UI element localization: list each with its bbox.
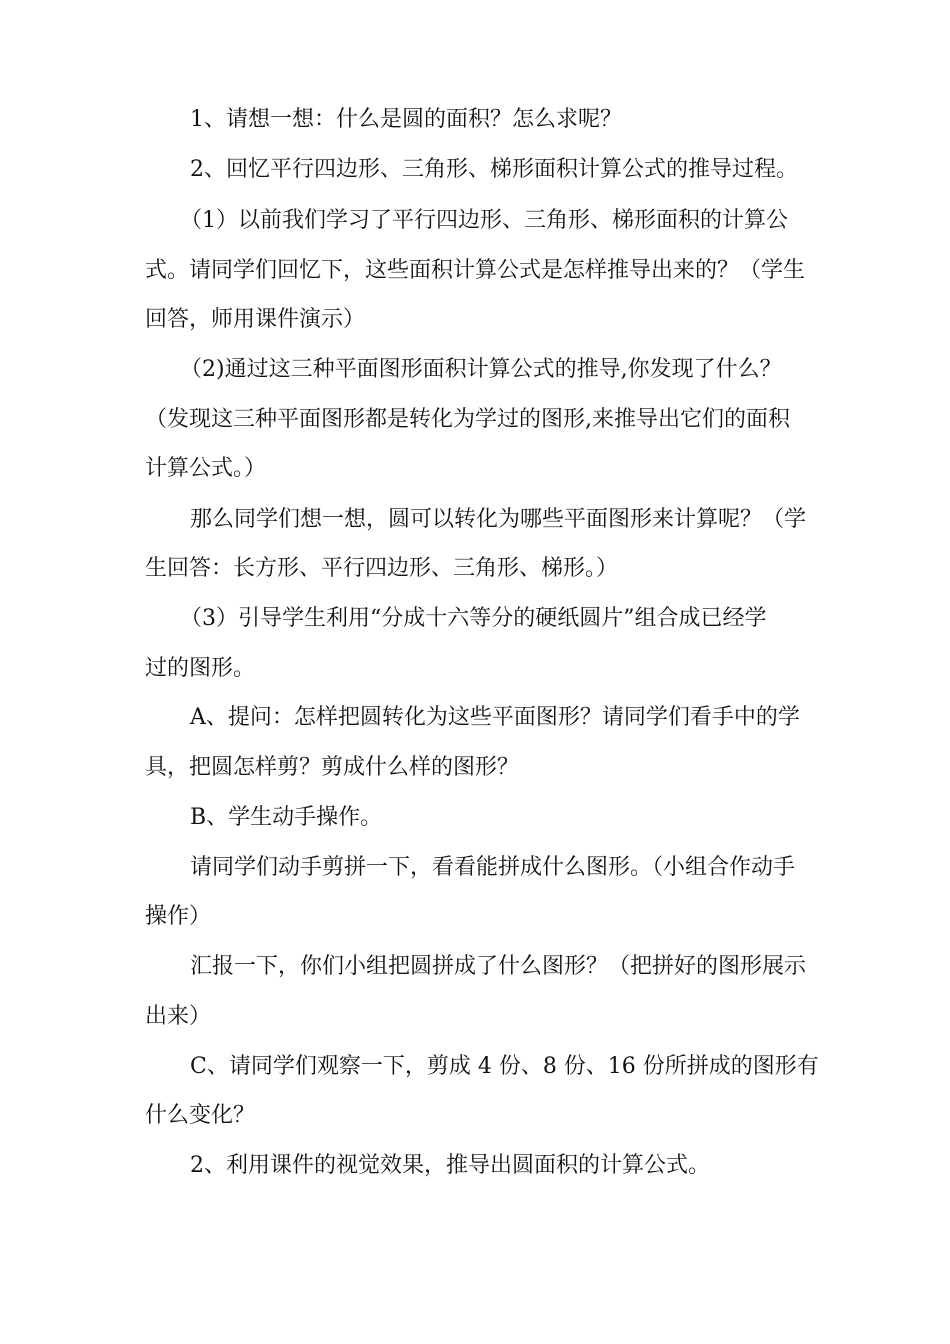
paragraph-line: 具，把圆怎样剪？剪成什么样的图形？ <box>145 755 520 780</box>
paragraph-line: C、请同学们观察一下，剪成 4 份、8 份、16 份所拼成的图形有 <box>190 1054 819 1079</box>
paragraph-line: 汇报一下，你们小组把圆拼成了什么图形？（把拼好的图形展示 <box>190 954 807 979</box>
paragraph-line: 什么变化？ <box>145 1103 256 1128</box>
paragraph-line: 式。请同学们回忆下，这些面积计算公式是怎样推导出来的？（学生 <box>145 258 806 283</box>
paragraph-line: （发现这三种平面图形都是转化为学过的图形,来推导出它们的面积 <box>145 407 790 432</box>
paragraph-line: 2、利用课件的视觉效果，推导出圆面积的计算公式。 <box>190 1153 710 1178</box>
paragraph-line: 1、请想一想：什么是圆的面积？怎么求呢？ <box>190 107 622 132</box>
paragraph-line: 计算公式。） <box>145 456 267 481</box>
paragraph-line: 回答，师用课件演示） <box>145 307 366 332</box>
paragraph-line: 那么同学们想一想，圆可以转化为哪些平面图形来计算呢？（学 <box>190 507 807 532</box>
paragraph-line: 过的图形。 <box>145 656 256 681</box>
paragraph-line: （3）引导学生利用“分成十六等分的硬纸圆片”组合成已经学 <box>180 606 767 631</box>
paragraph-line: （1）以前我们学习了平行四边形、三角形、梯形面积的计算公 <box>180 208 788 233</box>
paragraph-line: B、学生动手操作。 <box>190 805 383 830</box>
paragraph-line: 请同学们动手剪拼一下，看看能拼成什么图形。（小组合作动手 <box>190 855 796 880</box>
paragraph-line: 出来） <box>145 1004 212 1029</box>
paragraph-line: 生回答：长方形、平行四边形、三角形、梯形。） <box>145 556 619 581</box>
paragraph-line: 操作） <box>145 904 212 929</box>
paragraph-line: A、提问：怎样把圆转化为这些平面图形？请同学们看手中的学 <box>190 705 800 730</box>
paragraph-line: （2)通过这三种平面图形面积计算公式的推导,你发现了什么？ <box>180 357 782 382</box>
paragraph-line: 2、回忆平行四边形、三角形、梯形面积计算公式的推导过程。 <box>190 157 798 182</box>
